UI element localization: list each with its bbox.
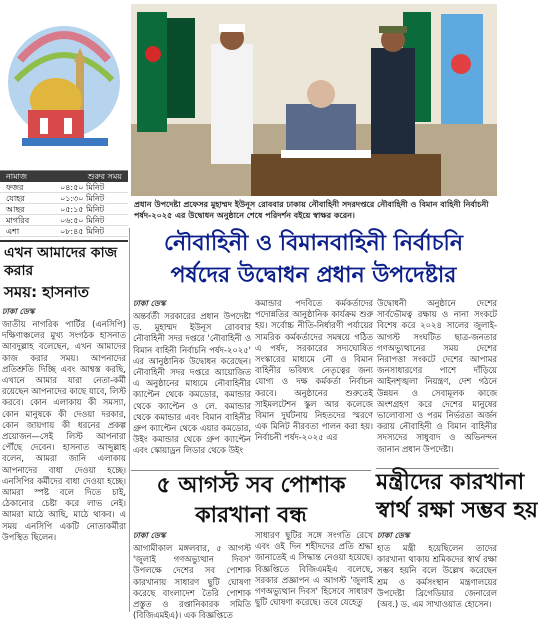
prayer-table-header	[0, 171, 128, 182]
august-story-text: আগামীকাল মঙ্গলবার, ৫ আগস্ট 'জুলাই গণঅভ্যুত্থান দিবস' উপলক্ষে দেশের সব পোশাক কারখানায় সাধারণ ছুটি ঘোষণা করেছে বাংলাদেশ তৈরি পোশাক প্রস্তুত ও রপ্তানিকারক সমিতি (বিজিএমইএ)। এক বিজ্ঞপ্তিতে	[133, 543, 251, 621]
prayer-row	[0, 215, 128, 226]
prayer-row	[0, 226, 128, 237]
news-photo	[131, 4, 497, 196]
ceremony-photo-illustration	[131, 4, 497, 196]
prayer-time: ০৬:৫০ মিনিট	[60, 216, 105, 225]
left-story-headline: এখন আমাদের কাজ করার	[0, 240, 128, 284]
prayer-name: মাগরিব	[6, 216, 30, 225]
prayer-row	[0, 193, 128, 204]
prayer-times-table	[0, 170, 128, 236]
left-story-dateline: ঢাকা ডেস্ক	[2, 307, 35, 316]
main-story-column-2	[255, 298, 373, 468]
main-story-text: কমান্ডার পদবিতে কর্মকর্তাদের পদোন্নতির আনুষ্ঠানিক কার্যক্রম শুরু হয়। সর্বোচ্চ নীতি-নির্ধারণী পর্যায়ের সামরিক কর্মকর্তাদের সমন্বয়ে গঠিত এ পর্ষদ, সরকারের সদ্যঘোষিত সংস্কারের মাধ্যমে নৌ ও বিমান বাহিনীর ভবিষ্যৎ নেতৃত্বের জন্য যোগ্য ও দক্ষ কর্মকর্তা নির্বাচন করবে। অনুষ্ঠানের শুরুতেই সাইমলটেশন স্কুল আর কলেজে বিমান দুর্ঘটনায় নিহতদের স্মরণে এক মিনিট নীরবতা পালন করা হয়। নির্বাচনী পর্ষদ-২০২৫ এর	[255, 298, 373, 443]
prayer-name: এশা	[6, 227, 20, 236]
right-story-headline	[376, 468, 538, 528]
photo-caption: প্রধান উপদেষ্টা প্রফেসর মুহাম্মদ ইউনূস রোববার ঢাকায় নৌবাহিনী সদরদপ্তরে নৌবাহিনী ও বিমান বাহিনী নির্বাচনী পর্ষদ-২০২৫ এর উদ্বোধন অনুষ্ঠানে শেষে পরিদর্শন বইয়ে স্বাক্ষর করেন।	[134, 200, 489, 220]
left-story-body	[2, 306, 126, 612]
mosque-emblem-icon	[0, 0, 128, 170]
prayer-row	[0, 182, 128, 193]
main-headline-line1: নৌবাহিনী ও বিমানবাহিনী নির্বাচনি	[164, 231, 463, 256]
august-story-column-2	[255, 530, 373, 612]
main-story-dateline: ঢাকা ডেস্ক	[133, 299, 166, 308]
august-story-text: সাধারণ ছুটির সঙ্গে সংগতি রেখে এবং ওই দিন শহীদদের প্রতি শ্রদ্ধা জানাতেই এ সিদ্ধান্ত নেওয়া হয়েছে। বিজ্ঞপ্তিতে বিজিএমইএ বলেছে, সরকার প্রজ্ঞাপন এ আগস্ট 'জুলাই গণঅভ্যুত্থান দিবস' হিসেবে সাধারণ ছুটি ঘোষণা করেছে। তবে যেহেতু	[255, 530, 373, 608]
prayer-header-name: নামাজ	[6, 172, 28, 181]
august-headline-line1: ৫ আগস্ট সব পোশাক	[156, 473, 346, 498]
prayer-name: যোহর	[6, 194, 25, 203]
prayer-time: ০৪:৫০ মিনিট	[60, 183, 105, 192]
right-story-dateline: ঢাকা ডেস্ক	[377, 531, 410, 540]
newspaper-logo	[0, 0, 128, 170]
right-headline-line1: মন্ত্রীদের কারখানা	[376, 470, 525, 495]
prayer-name: আছর	[6, 205, 25, 214]
prayer-header-time: শুরুর সময়	[87, 172, 122, 181]
main-headline-line2: পর্ষদের উদ্বোধন প্রধান উপদেষ্টার	[170, 263, 457, 288]
august-headline-line2: কারখানা বন্ধ	[195, 503, 307, 528]
prayer-row	[0, 204, 128, 215]
left-story-subhead: সময়: হাসনাত	[4, 283, 89, 301]
august-story-dateline: ঢাকা ডেস্ক	[133, 531, 166, 540]
august-story-column-1	[133, 530, 251, 621]
prayer-time: ০৮:৪৫ মিনিট	[60, 227, 105, 236]
prayer-time: ০১:৩০ মিনিট	[60, 194, 105, 203]
main-headline	[128, 228, 499, 294]
right-headline-line2: স্বার্থ রক্ষা সম্ভব হয়	[376, 498, 538, 523]
main-story-column-3	[377, 298, 497, 468]
right-story-text: হাত মন্ত্রী হয়েছিলেন তাদের কারখানা থাকায় শ্রমিকদের স্বার্থ রক্ষা সম্ভব হয়নি বলে উল্লেখ করেছেন শ্রম ও কর্মসংস্থান মন্ত্রণালয়ের উপদেষ্টা ব্রিগেডিয়ার জেনারেল (অব.) ড. এম সাখাওয়াত হোসেন।	[377, 543, 497, 610]
august-story-headline	[131, 470, 371, 530]
main-story-column-1	[133, 298, 251, 468]
main-story-text: উদ্বোধনী অনুষ্ঠানে দেশের সার্বভৌমত্ব রক্ষায় ও নানা সংকটে বিশেষ করে ২০২৪ সালের জুলাই-আগস্ট সংঘটিত ছাত্র-জনতার গণঅভ্যুত্থানের সময় দেশের নিরাপত্তা সংকটে দেশের আপামর জনসাধারণের পাশে দাঁড়িয়ে আইনশৃঙ্খলা নিয়ন্ত্রণ, দেশ গঠনে উন্নয়ন ও সেবামূলক কাজে অংশগ্রহণ করে দেশের মানুষের ভালোবাসা ও পরম নির্ভরতা অর্জন করায় নৌবাহিনী ও বিমান বাহিনীর সদস্যদের সাধুবাদ ও অভিনন্দন জানান প্রধান উপদেষ্টা।	[377, 298, 497, 454]
prayer-time: ০৫:১৫ মিনিট	[60, 205, 105, 214]
main-story-text: অন্তর্বর্তী সরকারের প্রধান উপদেষ্টা ড. মুহাম্মদ ইউনূস রোববার নৌবাহিনী সদর দপ্তরে 'নৌবাহিনী ও বিমান বাহিনী নির্বাচনি পর্ষদ-২০২৫' এর আনুষ্ঠানিক উদ্বোধন করেছেন। নৌবাহিনী সদর দপ্তরে আয়োজিত এ অনুষ্ঠানের মাধ্যমে নৌবাহিনীর ক্যাপ্টেন থেকে কমডোর, কমান্ডার থেকে ক্যাপ্টেন ও লে. কমান্ডার থেকে কমান্ডার এবং বিমান বাহিনীর গ্রুপ ক্যাপ্টেন থেকে এয়ার কমডোর, উইং কমান্ডার থেকে গ্রুপ ক্যাপ্টেন এবং স্কোয়াড্রন লিডার থেকে উইং	[133, 311, 251, 456]
left-story-text: জাতীয় নাগরিক পার্টির (এনসিপি) দক্ষিণাঞ্চলের মুখ্য সংগঠক হাসনাত আবদুল্লাহ বলেছেন, এখন আমাদের কাজ করার সময়। আপনাদের প্রতিশ্রুতি দিচ্ছি এবং আশ্বস্ত করছি, এখানে আমার যারা নেতা-কর্মী রয়েছেন আপনাদের কাছে যাবে, লিস্ট করবে। কোন এলাকায় কী সমস্যা, কোন মানুষকে কী দেওয়া দরকার, কোন জায়গায় কী ধরনের প্রকল্প প্রয়োজন—সেই লিস্ট আপনারা পৌঁছে দেবেন। হাসনাত আব্দুল্লাহ বলেন, আমরা জানি এলাকায় আপনাদের বাধা দেওয়া হচ্ছে। এনসিপির কর্মীদের বাধা দেওয়া হচ্ছে। আমরা স্পষ্ট বলে দিতে চাই, ঠেকানোর চেষ্টা করে লাভ নেই। আমরা মাঠে আছি, মাঠে থাকব। এ সময় এনসিপি একটি নোতাকর্মীরা উপস্থিত ছিলেন।	[2, 319, 126, 542]
right-story-column	[377, 530, 497, 612]
prayer-name: ফজর	[6, 183, 24, 192]
